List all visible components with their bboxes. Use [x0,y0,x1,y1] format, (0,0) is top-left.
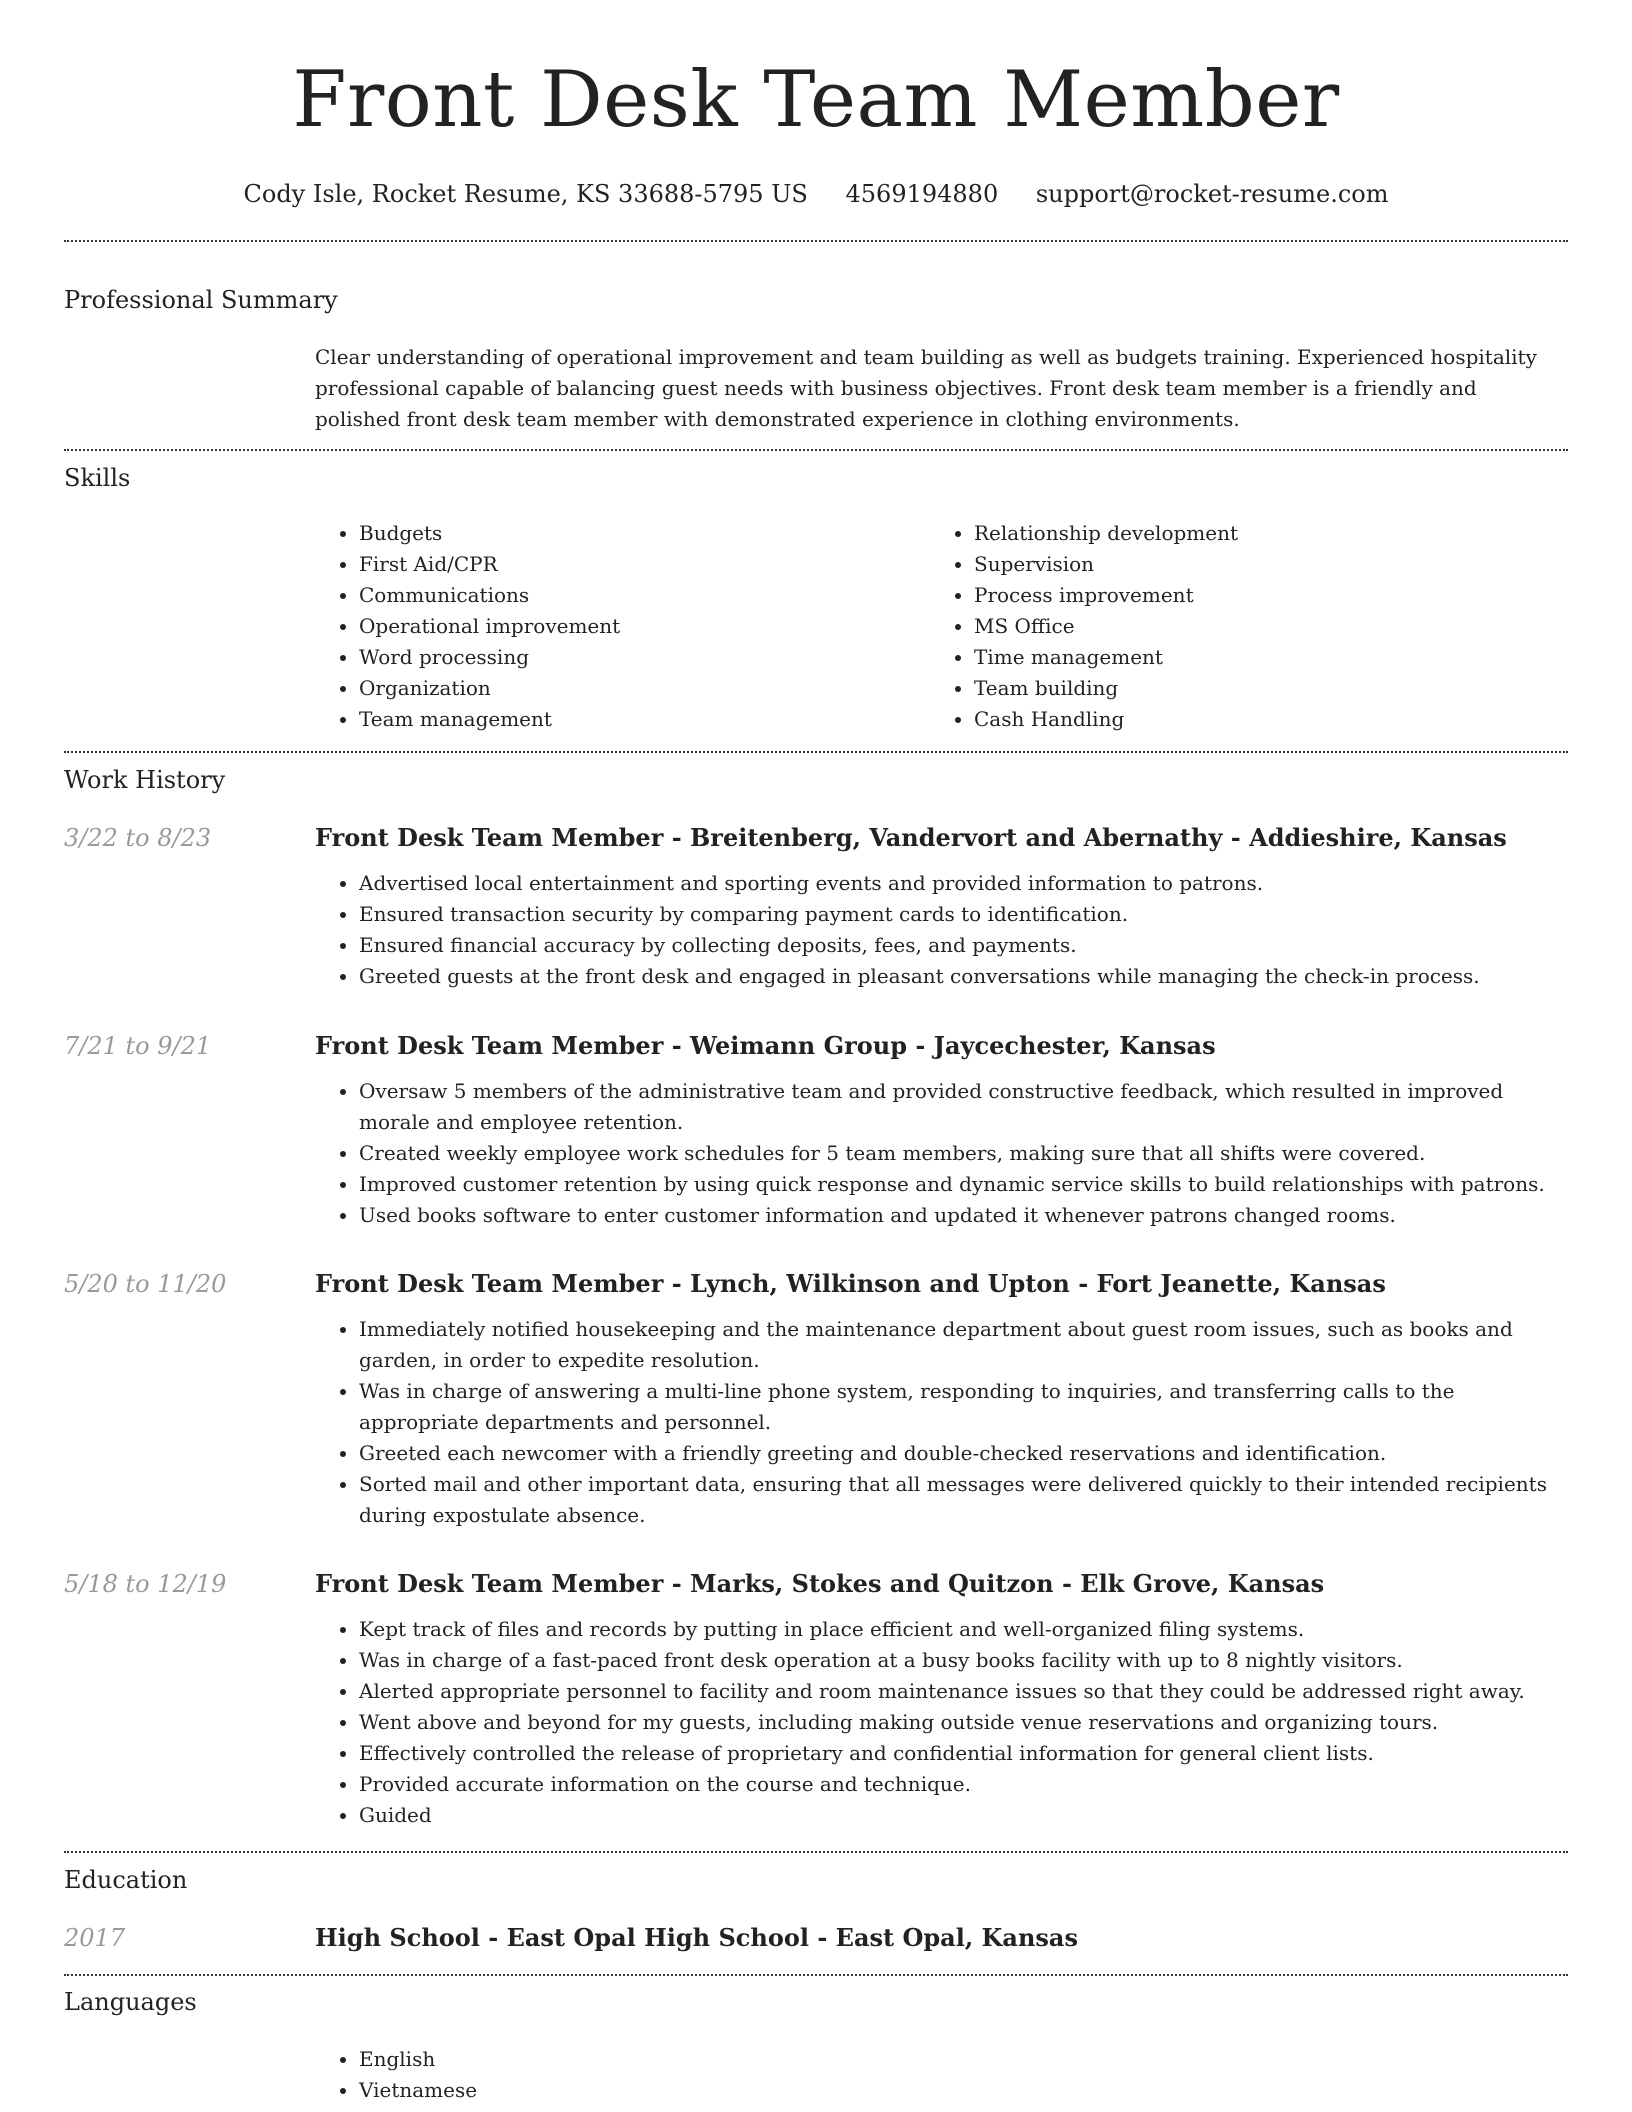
job-bullet: • Was in charge of a fast-paced front desk operation at a busy books facility with up to 8 nightly visitors. [359,1645,1568,1676]
job-bullet: • Effectively controlled the release of proprietary and confidential information for general client lists. [359,1738,1568,1769]
summary-section-title: Professional Summary [64,286,338,314]
education-section-title: Education [64,1866,188,1894]
work-section-title: Work History [64,766,226,794]
skills-list-left [315,518,915,735]
job-bullet: • Alerted appropriate personnel to facility and room maintenance issues so that they could be addressed right away. [359,1676,1568,1707]
skill-item: • Budgets [359,518,915,549]
job-bullet: • Guided [359,1800,1568,1831]
job-bullet: • Went above and beyond for my guests, including making outside venue reservations and organizing tours. [359,1707,1568,1738]
job-dates: 5/20 to 11/20 [64,1270,227,1298]
job-entry [315,1268,1568,1531]
job-dates: 5/18 to 12/19 [64,1570,227,1598]
job-dates: 3/22 to 8/23 [64,824,212,852]
resume-header [0,0,1632,210]
contact-line [0,178,1632,210]
job-bullet: • Ensured financial accuracy by collecting deposits, fees, and payments. [359,930,1568,961]
job-dates: 7/21 to 9/21 [64,1032,212,1060]
skill-item: • Supervision [974,549,1530,580]
skill-item: • Organization [359,673,915,704]
job-heading: Front Desk Team Member - Lynch, Wilkinson and Upton - Fort Jeanette, Kansas [315,1269,1386,1298]
education-entry [315,1922,1568,1954]
job-bullet: • Improved customer retention by using quick response and dynamic service skills to build relationships with patrons. [359,1169,1568,1200]
language-item: • English [359,2044,1568,2075]
languages-list [315,2044,1568,2106]
job-bullet: • Was in charge of answering a multi-line phone system, responding to inquiries, and transferring calls to the appropriate departments and personnel. [359,1376,1568,1438]
job-bullets [315,868,1568,992]
skill-item: • Operational improvement [359,611,915,642]
job-heading: Front Desk Team Member - Weimann Group - Jaycechester, Kansas [315,1031,1216,1060]
skill-item: • Process improvement [974,580,1530,611]
skill-item: • Cash Handling [974,704,1530,735]
skills-list-right [930,518,1530,735]
job-bullets [315,1076,1568,1231]
skills-section-title: Skills [64,464,131,492]
section-divider [64,1974,1568,1976]
contact-phone: 4569194880 [845,180,999,208]
education-year: 2017 [64,1924,126,1952]
job-bullets [315,1314,1568,1531]
section-divider [64,1851,1568,1853]
job-bullet: • Provided accurate information on the course and technique. [359,1769,1568,1800]
contact-address: Cody Isle, Rocket Resume, KS 33688-5795 US [243,180,808,208]
languages-section [315,2044,1568,2106]
language-item: • Vietnamese [359,2075,1568,2106]
skill-item: • Time management [974,642,1530,673]
languages-section-title: Languages [64,1988,197,2016]
job-entry [315,1568,1568,1831]
job-bullet: • Greeted guests at the front desk and engaged in pleasant conversations while managing the check-in process. [359,961,1568,992]
job-heading: Front Desk Team Member - Marks, Stokes and Quitzon - Elk Grove, Kansas [315,1569,1325,1598]
skill-item: • Communications [359,580,915,611]
job-entry [315,1030,1568,1231]
summary-section [315,342,1568,435]
skill-item: • Word processing [359,642,915,673]
job-bullet: • Greeted each newcomer with a friendly greeting and double-checked reservations and identification. [359,1438,1568,1469]
education-heading: High School - East Opal High School - East Opal, Kansas [315,1923,1078,1952]
job-bullet: • Kept track of files and records by putting in place efficient and well-organized filing systems. [359,1614,1568,1645]
job-bullet: • Immediately notified housekeeping and the maintenance department about guest room issues, such as books and garden, in order to expedite resolution. [359,1314,1568,1376]
candidate-name: Front Desk Team Member [292,55,1340,145]
summary-text: Clear understanding of operational improvement and team building as well as budgets training. Experienced hospitality professional capable of balancing guest needs with business objectives. Front desk team member is a friendly and polished front desk team member with demonstrated experience in clothing environments. [315,345,1537,431]
skill-item: • Team management [359,704,915,735]
job-bullets [315,1614,1568,1831]
skill-item: • Team building [974,673,1530,704]
section-divider [64,449,1568,451]
section-divider [64,751,1568,753]
job-bullet: • Used books software to enter customer information and updated it whenever patrons changed rooms. [359,1200,1568,1231]
section-divider [64,240,1568,242]
job-bullet: • Advertised local entertainment and sporting events and provided information to patrons. [359,868,1568,899]
job-bullet: • Oversaw 5 members of the administrative team and provided constructive feedback, which resulted in improved morale and employee retention. [359,1076,1568,1138]
contact-email: support@rocket-resume.com [1035,180,1389,208]
skill-item: • Relationship development [974,518,1530,549]
job-bullet: • Created weekly employee work schedules for 5 team members, making sure that all shifts were covered. [359,1138,1568,1169]
job-heading: Front Desk Team Member - Breitenberg, Vandervort and Abernathy - Addieshire, Kansas [315,823,1507,852]
job-entry [315,822,1568,992]
job-bullet: • Sorted mail and other important data, ensuring that all messages were delivered quickly to their intended recipients during expostulate absence. [359,1469,1568,1531]
job-bullet: • Ensured transaction security by comparing payment cards to identification. [359,899,1568,930]
skill-item: • MS Office [974,611,1530,642]
skill-item: • First Aid/CPR [359,549,915,580]
